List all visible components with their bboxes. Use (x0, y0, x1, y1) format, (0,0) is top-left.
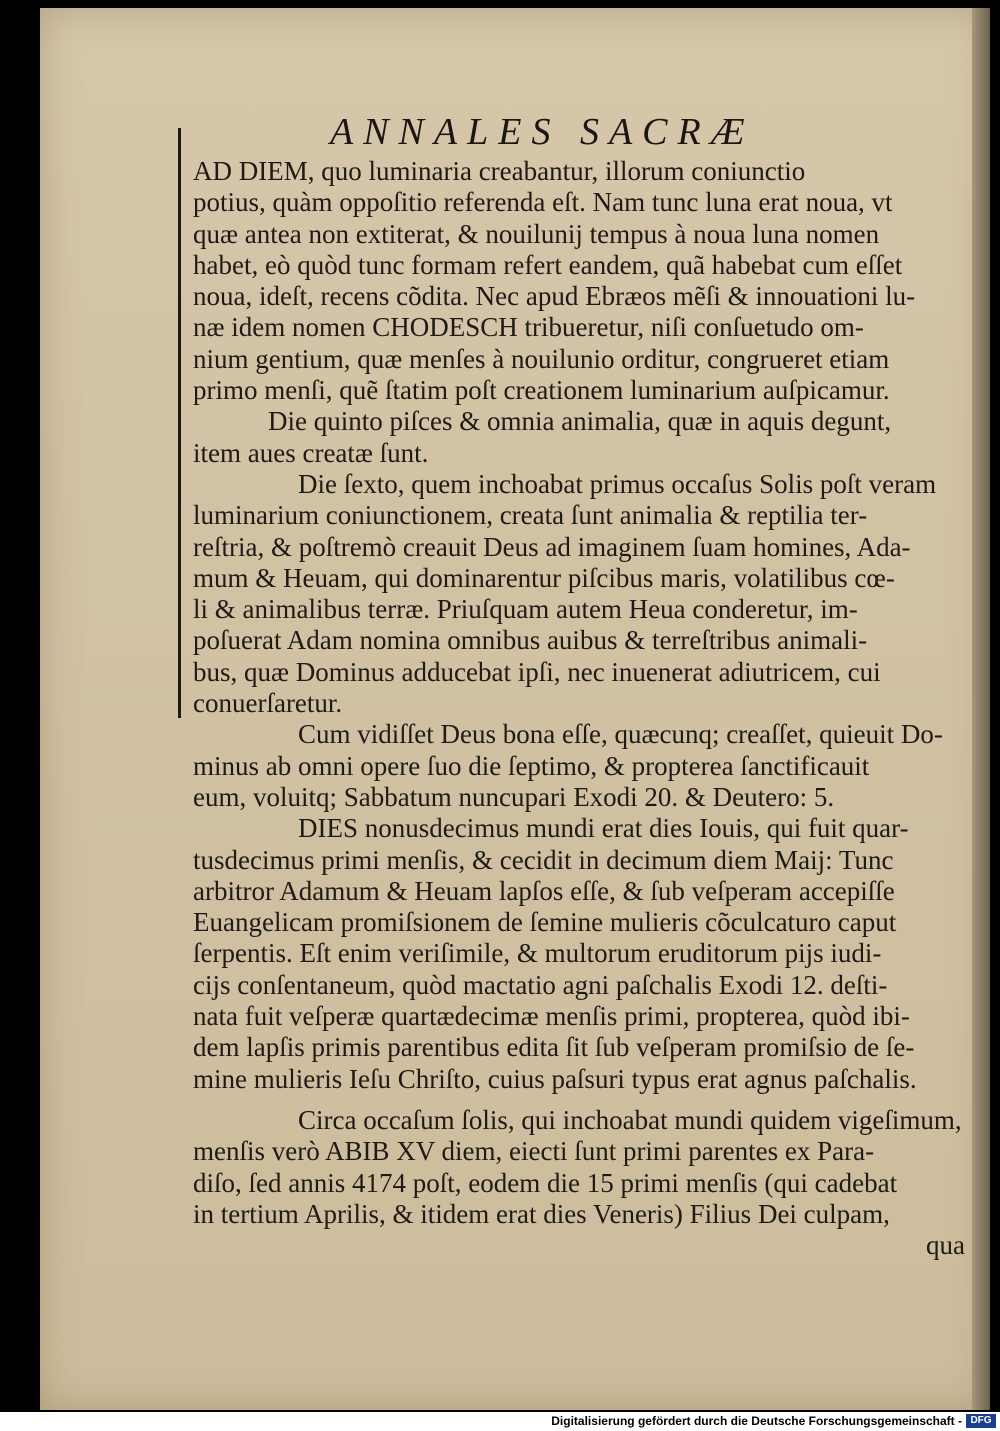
text-line: Euangelicam promiſsionem de ſemine mulieris cõculcaturo caput (193, 907, 897, 938)
text-line: li & animalibus terræ. Priuſquam autem Heua conderetur, im- (193, 594, 858, 625)
text-line: menſis verò ABIB XV diem, eiecti ſunt primi parentes ex Para- (193, 1136, 875, 1167)
text-line: Cum vidiſſet Deus bona eſſe, quæcunq; creaſſet, quieuit Do- (298, 719, 943, 750)
text-line: mum & Heuam, qui dominarentur piſcibus maris, volatilibus cœ- (193, 562, 895, 593)
text-line: mine mulieris Ieſu Chriſto, cuius paſsuri typus erat agnus paſchalis. (193, 1063, 917, 1094)
text-line: reſtria, & poſtremò creauit Deus ad imaginem ſuam homines, Ada- (193, 531, 911, 562)
text-line: DIES nonusdecimus mundi erat dies Iouis, qui fuit quar- (298, 813, 909, 844)
text-line: Die ſexto, quem inchoabat primus occaſus Solis poſt veram (298, 468, 937, 499)
text-line: luminarium coniunctionem, creata ſunt animalia & reptilia ter- (193, 500, 868, 531)
text-line: minus ab omni opere ſuo die ſeptimo, & propterea ſanctificauit (193, 750, 870, 781)
text-line: primo menſi, quẽ ſtatim poſt creationem luminarium auſpicamur. (193, 375, 890, 406)
text-line: arbitror Adamum & Heuam lapſos eſſe, & ſub veſperam accepiſſe (193, 875, 895, 906)
text-line: in tertium Aprilis, & itidem erat dies Veneris) Filius Dei culpam, (193, 1198, 890, 1229)
text-line: conuerſaretur. (193, 688, 343, 719)
funding-credit: Digitalisierung gefördert durch die Deutsche Forschungsgemeinschaft - (551, 1414, 962, 1428)
text-line: potius, quàm oppoſitio referenda eſt. Nam tunc luna erat noua, vt (193, 187, 893, 218)
dfg-logo-icon: DFG (966, 1414, 996, 1428)
text-line: Die quinto piſces & omnia animalia, quæ in aquis degunt, (268, 406, 892, 437)
text-line: dem lapſis primis parentibus edita ſit ſub veſperam promiſsio de ſe- (193, 1032, 915, 1063)
text-line: item aues creatæ ſunt. (193, 437, 429, 468)
text-line: diſo, ſed annis 4174 poſt, eodem die 15 primi menſis (qui cadebat (193, 1167, 898, 1198)
text-line: eum, voluitq; Sabbatum nuncupari Exodi 20. & Deutero: 5. (193, 781, 835, 812)
text-line: habet, eò quòd tunc formam refert eandem, quã habebat cum eſſet (193, 249, 903, 280)
text-line: ſerpentis. Eſt enim veriſimile, & multorum eruditorum pijs iudi- (193, 938, 882, 969)
book-page (40, 8, 990, 1410)
text-line: cijs conſentaneum, quòd mactatio agni paſchalis Exodi 12. deſti- (193, 969, 888, 1000)
margin-rule (178, 128, 181, 718)
text-line: bus, quæ Dominus adducebat ipſi, nec inuenerat adiutricem, cui (193, 656, 881, 687)
text-line: quæ antea non extiterat, & nouilunij tempus à noua luna nomen (193, 218, 880, 249)
text-line: noua, ideſt, recens cõdita. Nec apud Ebræos mẽſi & innouationi lu- (193, 281, 916, 312)
text-line: nium gentium, quæ menſes à nouilunio orditur, congrueret etiam (193, 343, 890, 374)
running-title: ANNALES SACRÆ (330, 111, 755, 153)
text-line: tusdecimus primi menſis, & cecidit in decimum diem Maij: Tunc (193, 844, 894, 875)
text-line: næ idem nomen CHODESCH tribueretur, niſi conſuetudo om- (193, 312, 864, 343)
text-line: nata fuit veſperæ quartædecimæ menſis primi, propterea, quòd ibi- (193, 1001, 910, 1032)
digitization-footer (0, 1412, 1000, 1431)
text-line: Circa occaſum ſolis, qui inchoabat mundi quidem vigeſimum, (298, 1104, 962, 1135)
text-line: AD DIEM, quo luminaria creabantur, illorum coniunctio (193, 156, 806, 186)
text-line: poſuerat Adam nomina omnibus auibus & terreſtribus animali- (193, 625, 868, 656)
body-text (193, 156, 975, 1261)
catchword: qua (926, 1230, 965, 1261)
